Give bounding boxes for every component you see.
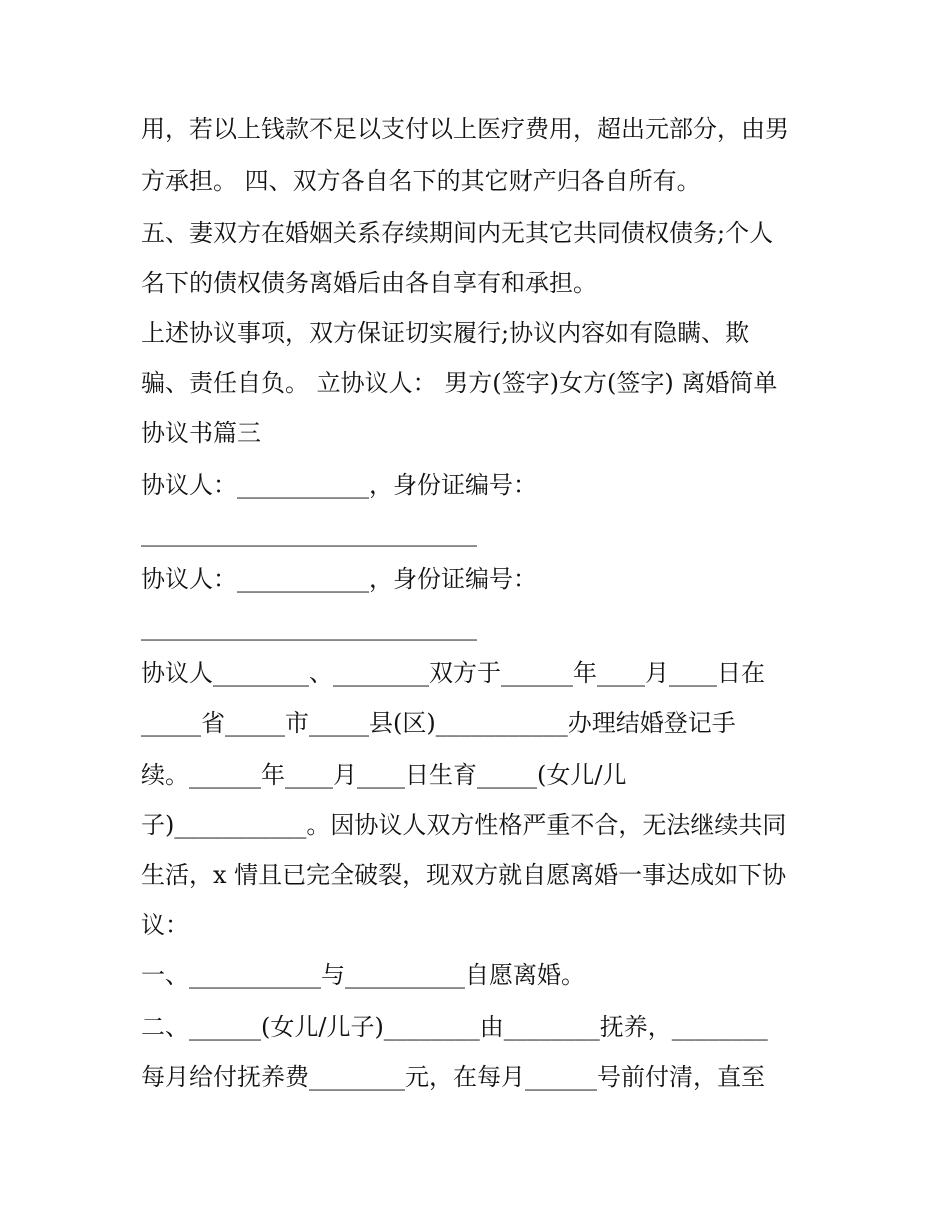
text-line: 方承担。 四、双方各自名下的其它财产归各自所有。 [141, 167, 701, 195]
text-line: 生活，x 情且已完全破裂，现双方就自愿离婚一事达成如下协 [141, 861, 787, 889]
text-line: 骗、责任自负。 立协议人： 男方(签字)女方(签字) 离婚简单 [141, 369, 778, 397]
text-line: 议： [141, 911, 189, 939]
text-line: 子)___________。因协议人双方性格严重不合，无法继续共同 [141, 811, 787, 839]
text-line: 二、______(女儿/儿子)________由________抚养，________ [141, 1013, 768, 1041]
text-line: 一、___________与__________自愿离婚。 [141, 961, 585, 989]
section-heading: 协议书篇三 [141, 419, 261, 447]
text-line: 上述协议事项，双方保证切实履行;协议内容如有隐瞒、欺 [141, 319, 750, 347]
blank-line: ____________________________ [141, 613, 477, 641]
text-line: _____省_____市_____县(区)___________办理结婚登记手 [141, 709, 736, 737]
text-line: 协议人________、________双方于______年____月____日在 [141, 659, 765, 687]
text-line: 续。______年____月____日生育_____(女儿/儿 [141, 761, 627, 789]
text-line: 用，若以上钱款不足以支付以上医疗费用，超出元部分，由男 [141, 115, 789, 143]
blank-line: ____________________________ [141, 519, 477, 547]
text-line: 每月给付抚养费________元，在每月______号前付清，直至 [141, 1063, 765, 1091]
form-field-line: 协议人：___________，身份证编号： [141, 565, 537, 593]
text-line: 五、妻双方在婚姻关系存续期间内无其它共同债权债务;个人 [141, 219, 774, 247]
text-line: 名下的债权债务离婚后由各自享有和承担。 [141, 269, 597, 297]
form-field-line: 协议人：___________，身份证编号： [141, 471, 537, 499]
